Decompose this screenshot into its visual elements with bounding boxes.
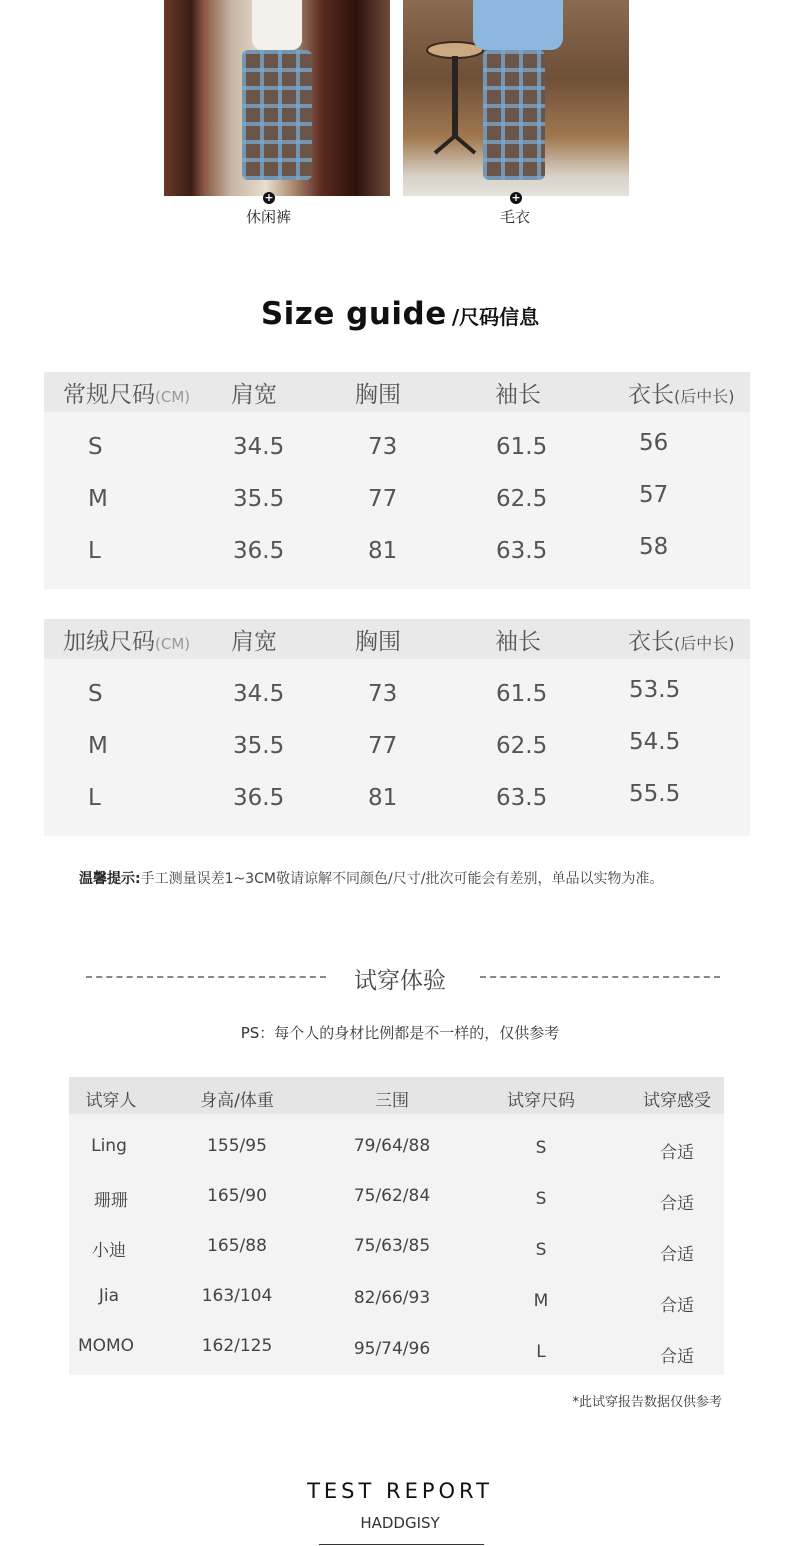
table-row-size: M [533, 1291, 549, 1311]
brand-underline [319, 1544, 484, 1545]
table-row-height-weight: 165/90 [207, 1186, 267, 1206]
table-header-size: 加绒尺码(CM) [63, 629, 191, 655]
table-row-feeling: 合适 [660, 1194, 694, 1214]
row-sleeve: 62.5 [496, 486, 548, 512]
row-length: 57 [639, 482, 669, 508]
row-size: L [88, 538, 101, 564]
row-length: 54.5 [629, 729, 681, 755]
row-length: 53.5 [629, 677, 681, 703]
table-header-size: 常规尺码(CM) [63, 382, 191, 408]
header-shoulder: 肩宽 [231, 382, 277, 408]
row-shoulder: 36.5 [233, 785, 285, 811]
plus-icon[interactable]: + [264, 191, 274, 204]
row-sleeve: 63.5 [496, 785, 548, 811]
row-length: 55.5 [629, 781, 681, 807]
table-row-feeling: 合适 [660, 1296, 694, 1316]
row-size: S [88, 681, 103, 707]
cafe-table-illustration [425, 38, 485, 158]
table-row-feeling: 合适 [660, 1143, 694, 1163]
table-row-feeling: 合适 [660, 1347, 694, 1367]
plaid-pants-shape [242, 50, 312, 180]
table-row-person: Ling [91, 1136, 127, 1156]
tryon-title: 试穿体验 [354, 968, 446, 994]
caption-casual-pants: 休闲裤 [246, 208, 292, 226]
row-size: M [88, 486, 108, 512]
row-sleeve: 62.5 [496, 733, 548, 759]
row-chest: 73 [368, 434, 398, 460]
table-row-size: S [535, 1240, 547, 1260]
header-shoulder: 肩宽 [231, 629, 277, 655]
table-row-height-weight: 163/104 [201, 1286, 273, 1306]
table-row-size: L [536, 1342, 546, 1362]
table-row-size: S [535, 1138, 547, 1158]
row-chest: 73 [368, 681, 398, 707]
header-chest: 胸围 [355, 629, 401, 655]
size-guide-title [0, 296, 800, 332]
row-shoulder: 35.5 [233, 486, 285, 512]
header-length: 衣长(后中长) [628, 382, 735, 408]
table-row-measurements: 79/64/88 [353, 1136, 431, 1156]
caption-sweater: 毛衣 [500, 208, 531, 226]
size-table-fleece [44, 619, 750, 836]
product-photo-sweater [403, 0, 629, 196]
table-row-person: Jia [98, 1286, 120, 1306]
table-row-size: S [535, 1189, 547, 1209]
product-photo-casual-pants [164, 0, 390, 196]
row-length: 56 [639, 430, 669, 456]
row-chest: 77 [368, 486, 398, 512]
header-feeling: 试穿感受 [643, 1091, 711, 1111]
size-table-regular [44, 372, 750, 589]
header-height-weight: 身高/体重 [200, 1091, 274, 1111]
header-person: 试穿人 [85, 1091, 137, 1111]
header-measurements: 三围 [375, 1091, 409, 1111]
row-shoulder: 36.5 [233, 538, 285, 564]
row-sleeve: 61.5 [496, 681, 548, 707]
size-guide-title-cn: /尺码信息 [451, 305, 540, 329]
row-size: S [88, 434, 103, 460]
table-row-person: 小迪 [92, 1241, 126, 1261]
header-size: 试穿尺码 [507, 1091, 575, 1111]
tryon-ps: PS：每个人的身材比例都是不一样的，仅供参考 [240, 1024, 560, 1042]
divider-right [480, 976, 720, 978]
size-guide-title-en: Size guide [260, 296, 447, 332]
tryon-note: *此试穿报告数据仅供参考 [572, 1395, 722, 1410]
row-chest: 81 [368, 538, 398, 564]
table-row-height-weight: 155/95 [207, 1136, 267, 1156]
row-sleeve: 63.5 [496, 538, 548, 564]
tryon-table [69, 1077, 724, 1375]
row-size: M [88, 733, 108, 759]
size-tip: 温馨提示:手工测量误差1~3CM敬请谅解不同颜色/尺寸/批次可能会有差别，单品以实物为准。 [79, 871, 664, 887]
test-report-title: TEST REPORT [307, 1479, 493, 1503]
table-row-measurements: 95/74/96 [353, 1339, 431, 1359]
white-top-shape [252, 0, 302, 50]
table-row-height-weight: 165/88 [207, 1236, 267, 1256]
table-row-measurements: 75/63/85 [353, 1236, 431, 1256]
row-shoulder: 34.5 [233, 681, 285, 707]
row-chest: 77 [368, 733, 398, 759]
row-size: L [88, 785, 101, 811]
row-sleeve: 61.5 [496, 434, 548, 460]
plaid-pants-shape [483, 50, 545, 180]
row-shoulder: 35.5 [233, 733, 285, 759]
blue-cardigan-shape [473, 0, 563, 50]
header-chest: 胸围 [355, 382, 401, 408]
table-row-person: 珊珊 [94, 1191, 128, 1211]
header-sleeve: 袖长 [495, 629, 541, 655]
table-row-feeling: 合适 [660, 1245, 694, 1265]
header-length: 衣长(后中长) [628, 629, 735, 655]
plus-icon[interactable]: + [511, 191, 521, 204]
brand-name: HADDGISY [360, 1514, 440, 1532]
row-length: 58 [639, 534, 669, 560]
table-row-measurements: 82/66/93 [353, 1288, 431, 1308]
row-chest: 81 [368, 785, 398, 811]
row-shoulder: 34.5 [233, 434, 285, 460]
table-row-measurements: 75/62/84 [353, 1186, 431, 1206]
table-row-height-weight: 162/125 [201, 1336, 273, 1356]
table-row-person: MOMO [77, 1336, 135, 1356]
header-sleeve: 袖长 [495, 382, 541, 408]
